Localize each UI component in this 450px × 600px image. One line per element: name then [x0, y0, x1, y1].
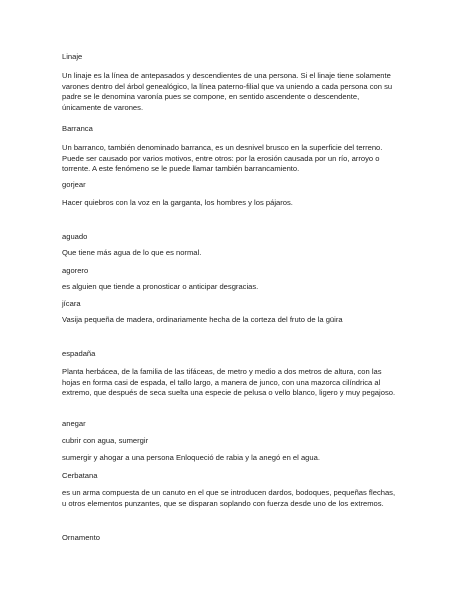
entry-term-ornamento: Ornamento: [62, 533, 100, 542]
entry-term-anegar: anegar: [62, 419, 86, 428]
entry-definition-barranca: Un barranco, también denominado barranca, es un desnivel brusco en la superficie del terreno. Puede ser causado por varios motivos, entre otros: por la erosión causada por un río, arroyo o torrente. A este fenómeno se le puede llamar también barrancamiento.: [62, 143, 383, 174]
entry-definition-linaje: Un linaje es la línea de antepasados y descendientes de una persona. Si el linaje tiene solamente varones dentro del árbol genealógico, la línea paterno-filial que va uniendo a cada persona con su padre se le denomina varonía pues se compone, en sentido ascendente o descendente, únicamente de varones.: [62, 71, 393, 112]
entry-definition-espadana: Planta herbácea, de la familia de las tifáceas, de metro y medio a dos metros de altura, con las hojas en forma casi de espada, el tallo largo, a manera de junco, con una mazorca cilíndrica al extremo, que después de seca suelta una especie de pelusa o vello blanco, ligero y muy pegajoso.: [62, 367, 396, 398]
entry-definition-agorero: es alguien que tiende a pronosticar o anticipar desgracias.: [62, 282, 259, 291]
entry-term-linaje: Linaje: [62, 52, 83, 61]
entry-term-cerbatana: Cerbatana: [62, 471, 98, 480]
entry-term-barranca: Barranca: [62, 124, 93, 133]
entry-term-espadana: espadaña: [62, 349, 96, 358]
entry-definition-jicara: Vasija pequeña de madera, ordinariamente hecha de la corteza del fruto de la güira: [62, 315, 343, 324]
entry-term-agorero: agorero: [62, 266, 89, 275]
entry-definition-aguado: Que tiene más agua de lo que es normal.: [62, 248, 202, 257]
entry-definition-cerbatana: es un arma compuesta de un canuto en el que se introducen dardos, bodoques, pequeñas flechas, u otros elementos punzantes, que se disparan soplando con fuerza desde uno de los extremos.: [62, 488, 396, 508]
entry-term-aguado: aguado: [62, 232, 88, 241]
entry-term-gorjear: gorjear: [62, 180, 86, 189]
entry-term-jicara: jícara: [62, 299, 81, 308]
entry-example-anegar: sumergir y ahogar a una persona Enloqueció de rabia y la anegó en el agua.: [62, 453, 320, 462]
entry-definition-gorjear: Hacer quiebros con la voz en la garganta, los hombres y los pájaros.: [62, 198, 293, 207]
entry-definition-anegar: cubrir con agua, sumergir: [62, 436, 149, 445]
